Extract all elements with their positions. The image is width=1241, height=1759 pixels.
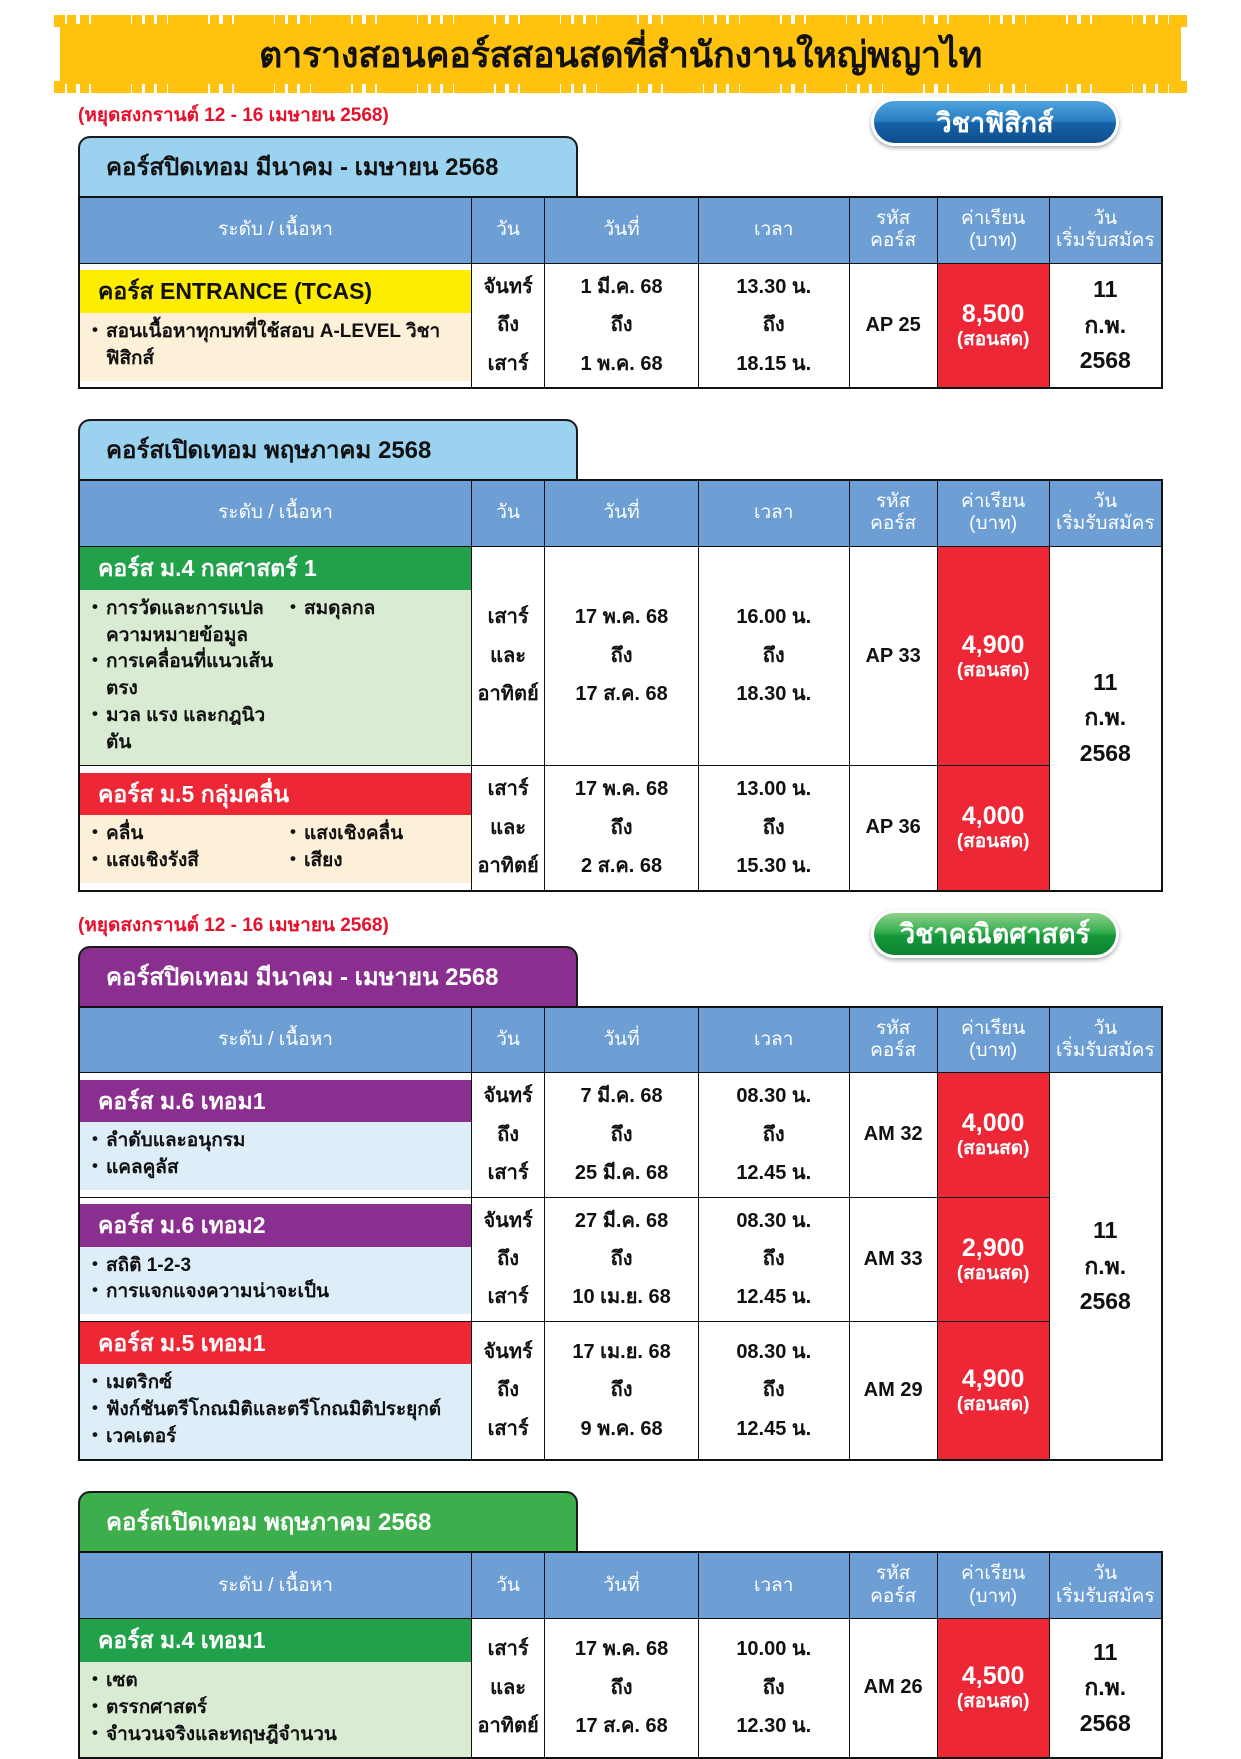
value-line: 2 ส.ค. 68 bbox=[580, 855, 663, 878]
course-fee-amount: 4,900 bbox=[961, 630, 1025, 659]
course-topics bbox=[80, 1364, 471, 1459]
registration-date-cell bbox=[1049, 1073, 1162, 1461]
value-line: ถึง bbox=[762, 314, 785, 337]
value-line: จันทร์ bbox=[483, 275, 533, 298]
value-line: ถึง bbox=[497, 1379, 520, 1402]
course-fee-amount: 4,000 bbox=[961, 1109, 1025, 1138]
registration-date-line: 2568 bbox=[1079, 1709, 1131, 1736]
course-time-cell bbox=[698, 1073, 849, 1197]
course-topics bbox=[80, 1247, 471, 1315]
course-day-cell bbox=[472, 263, 545, 388]
value-line: 17 เม.ย. 68 bbox=[572, 1340, 671, 1363]
value-line: 08.30 น. bbox=[736, 1209, 812, 1232]
value-line: 27 มี.ค. 68 bbox=[574, 1209, 669, 1232]
course-name: คอร์ส ม.5 กลุ่มคลื่น bbox=[80, 773, 471, 816]
course-topic-cell bbox=[79, 766, 472, 891]
course-topic-list-right bbox=[290, 821, 465, 875]
value-line: 17 พ.ค. 68 bbox=[574, 1638, 669, 1661]
value-line: 25 มี.ค. 68 bbox=[574, 1162, 669, 1185]
course-day-cell bbox=[472, 766, 545, 891]
value-line: ถึง bbox=[610, 644, 633, 667]
course-code-cell: AM 33 bbox=[849, 1197, 937, 1321]
course-topic-item: • เมตริกซ์ bbox=[92, 1370, 465, 1397]
course-topic-list bbox=[92, 1668, 465, 1749]
value-line: 12.30 น. bbox=[736, 1715, 812, 1738]
value-line: ถึง bbox=[610, 1247, 633, 1270]
column-header-topic: ระดับ / เนื้อหา bbox=[79, 197, 472, 263]
course-topics bbox=[80, 815, 471, 883]
column-header-day: วัน bbox=[472, 1007, 545, 1073]
value-line: ถึง bbox=[610, 314, 633, 337]
course-topic-cell bbox=[79, 1197, 472, 1321]
table-row bbox=[79, 1073, 1162, 1197]
course-topic-item: • มวล แรง และกฎนิวตัน bbox=[92, 703, 290, 757]
subject-badge-physics: วิชาฟิสิกส์ bbox=[871, 98, 1119, 146]
course-date-cell bbox=[545, 263, 699, 388]
course-time-cell bbox=[698, 546, 849, 766]
value-line: 08.30 น. bbox=[736, 1340, 812, 1363]
value-line: 18.15 น. bbox=[736, 352, 812, 375]
section-tab-math-open-term: คอร์สเปิดเทอม พฤษภาคม 2568 bbox=[78, 1491, 578, 1551]
table-header-row bbox=[79, 1007, 1162, 1073]
course-name: คอร์ส ม.6 เทอม1 bbox=[80, 1080, 471, 1123]
course-topics bbox=[80, 1662, 471, 1757]
course-time-cell bbox=[698, 766, 849, 891]
registration-date-cell bbox=[1049, 546, 1162, 890]
value-line: เสาร์ bbox=[487, 1286, 529, 1309]
value-line: เสาร์ bbox=[487, 606, 529, 629]
value-line: ถึง bbox=[762, 644, 785, 667]
table-header-row bbox=[79, 197, 1162, 263]
page-banner bbox=[60, 18, 1181, 90]
registration-date-line: 2568 bbox=[1079, 347, 1131, 374]
table-row bbox=[79, 1619, 1162, 1758]
value-line: ถึง bbox=[762, 816, 785, 839]
course-time-cell bbox=[698, 1619, 849, 1758]
column-header-registration-date: วัน เริ่มรับสมัคร bbox=[1049, 480, 1162, 546]
course-fee-note: (สอนสด) bbox=[956, 831, 1030, 853]
value-line: เสาร์ bbox=[487, 352, 529, 375]
subject-badge-math: วิชาคณิตศาสตร์ bbox=[871, 910, 1119, 958]
table-row bbox=[79, 766, 1162, 891]
course-topic-list bbox=[92, 319, 465, 373]
page-title: ตารางสอนคอร์สสอนสดที่สำนักงานใหญ่พญาไท bbox=[258, 33, 983, 75]
value-line: 1 พ.ค. 68 bbox=[580, 352, 663, 375]
course-fee-cell bbox=[937, 1321, 1049, 1460]
value-line: 18.30 น. bbox=[736, 683, 812, 706]
course-date-cell bbox=[545, 766, 699, 891]
value-line: 10.00 น. bbox=[736, 1638, 812, 1661]
course-topics bbox=[80, 313, 471, 381]
column-header-topic: ระดับ / เนื้อหา bbox=[79, 1552, 472, 1618]
course-topic-list-left bbox=[92, 596, 290, 758]
registration-date-line: ก.พ. bbox=[1084, 704, 1127, 731]
column-header-registration-date: วัน เริ่มรับสมัคร bbox=[1049, 1552, 1162, 1618]
course-code-cell: AM 29 bbox=[849, 1321, 937, 1460]
value-line: 12.45 น. bbox=[736, 1286, 812, 1309]
column-header-date: วันที่ bbox=[545, 480, 699, 546]
course-date-cell bbox=[545, 1073, 699, 1197]
value-line: ถึง bbox=[610, 1123, 633, 1146]
value-line: ถึง bbox=[762, 1247, 785, 1270]
value-line: ถึง bbox=[762, 1379, 785, 1402]
registration-date-line: ก.พ. bbox=[1084, 1674, 1127, 1701]
column-header-course-code: รหัส คอร์ส bbox=[849, 1552, 937, 1618]
column-header-course-code: รหัส คอร์ส bbox=[849, 1007, 937, 1073]
course-topic-item: • แสงเชิงรังสี bbox=[92, 848, 290, 875]
course-code-cell: AM 32 bbox=[849, 1073, 937, 1197]
course-time-cell bbox=[698, 1197, 849, 1321]
value-line: และ bbox=[490, 816, 527, 839]
value-line: ถึง bbox=[762, 1123, 785, 1146]
table-body bbox=[79, 263, 1162, 388]
course-name: คอร์ส ENTRANCE (TCAS) bbox=[80, 270, 471, 313]
column-header-fee: ค่าเรียน (บาท) bbox=[937, 1007, 1049, 1073]
course-day-cell bbox=[472, 546, 545, 766]
course-schedule-page bbox=[0, 18, 1241, 1743]
value-line: 17 ส.ค. 68 bbox=[575, 1715, 668, 1738]
table-row bbox=[79, 1197, 1162, 1321]
course-topic-cell bbox=[79, 1321, 472, 1460]
course-fee-cell bbox=[937, 1197, 1049, 1321]
registration-date-cell bbox=[1049, 263, 1162, 388]
column-header-fee: ค่าเรียน (บาท) bbox=[937, 480, 1049, 546]
column-header-topic: ระดับ / เนื้อหา bbox=[79, 480, 472, 546]
column-header-date: วันที่ bbox=[545, 1007, 699, 1073]
course-day-cell bbox=[472, 1197, 545, 1321]
course-topic-item: • สถิติ 1-2-3 bbox=[92, 1253, 465, 1280]
course-topic-item: • การเคลื่อนที่แนวเส้นตรง bbox=[92, 649, 290, 703]
course-topic-item: • ฟังก์ชันตรีโกณมิติและตรีโกณมิติประยุกต์ bbox=[92, 1397, 465, 1424]
registration-date-line: ก.พ. bbox=[1084, 1252, 1127, 1279]
column-header-day: วัน bbox=[472, 480, 545, 546]
course-topic-item: • สมดุลกล bbox=[290, 596, 465, 623]
course-topic-item: • คลื่น bbox=[92, 821, 290, 848]
course-fee-note: (สอนสด) bbox=[956, 659, 1030, 681]
section-tab-physics-open-term: คอร์สเปิดเทอม พฤษภาคม 2568 bbox=[78, 419, 578, 479]
value-line: และ bbox=[490, 644, 527, 667]
course-fee-note: (สอนสด) bbox=[956, 1691, 1030, 1713]
course-day-cell bbox=[472, 1321, 545, 1460]
section-tab-physics-close-term: คอร์สปิดเทอม มีนาคม - เมษายน 2568 bbox=[78, 136, 578, 196]
course-date-cell bbox=[545, 1321, 699, 1460]
course-topic-cell bbox=[79, 263, 472, 388]
course-topic-item: • การวัดและการแปลความหมายข้อมูล bbox=[92, 596, 290, 650]
course-fee-amount: 4,000 bbox=[961, 802, 1025, 831]
course-topic-item: • เวคเตอร์ bbox=[92, 1424, 465, 1451]
value-line: เสาร์ bbox=[487, 1162, 529, 1185]
course-day-cell bbox=[472, 1619, 545, 1758]
value-line: 17 พ.ค. 68 bbox=[574, 778, 669, 801]
songkran-holiday-note: (หยุดสงกรานต์ 12 - 16 เมษายน 2568) bbox=[78, 105, 389, 126]
registration-date-line: ก.พ. bbox=[1084, 311, 1127, 338]
value-line: 13.00 น. bbox=[736, 778, 812, 801]
course-topic-list bbox=[92, 1370, 465, 1451]
value-line: ถึง bbox=[762, 1676, 785, 1699]
value-line: อาทิตย์ bbox=[477, 855, 539, 878]
course-name: คอร์ส ม.4 เทอม1 bbox=[80, 1619, 471, 1662]
value-line: จันทร์ bbox=[483, 1340, 533, 1363]
table-header-row bbox=[79, 480, 1162, 546]
course-topics-columns bbox=[92, 596, 465, 758]
table-header bbox=[79, 480, 1162, 546]
value-line: 16.00 น. bbox=[736, 606, 812, 629]
schedule-table-math-close-term bbox=[78, 1006, 1163, 1462]
songkran-holiday-note: (หยุดสงกรานต์ 12 - 16 เมษายน 2568) bbox=[78, 914, 389, 936]
registration-date-line: 11 bbox=[1093, 275, 1118, 302]
column-header-day: วัน bbox=[472, 1552, 545, 1618]
value-line: จันทร์ bbox=[483, 1209, 533, 1232]
column-header-time: เวลา bbox=[698, 480, 849, 546]
column-header-fee: ค่าเรียน (บาท) bbox=[937, 1552, 1049, 1618]
column-header-time: เวลา bbox=[698, 1552, 849, 1618]
column-header-date: วันที่ bbox=[545, 1552, 699, 1618]
course-name: คอร์ส ม.6 เทอม2 bbox=[80, 1204, 471, 1247]
course-topic-list bbox=[92, 1128, 465, 1182]
course-fee-note: (สอนสด) bbox=[956, 1394, 1030, 1415]
course-fee-cell bbox=[937, 1619, 1049, 1758]
value-line: 9 พ.ค. 68 bbox=[580, 1417, 663, 1440]
course-day-cell bbox=[472, 1073, 545, 1197]
value-line: ถึง bbox=[610, 1676, 633, 1699]
table-row bbox=[79, 546, 1162, 766]
course-topic-item: • แสงเชิงคลื่น bbox=[290, 821, 465, 848]
registration-date-line: 2568 bbox=[1079, 739, 1131, 766]
column-header-time: เวลา bbox=[698, 1007, 849, 1073]
course-date-cell bbox=[545, 546, 699, 766]
section-spacer bbox=[0, 1461, 1241, 1491]
course-topics bbox=[80, 590, 471, 766]
value-line: 13.30 น. bbox=[736, 275, 812, 298]
course-name: คอร์ส ม.5 เทอม1 bbox=[80, 1322, 471, 1365]
course-topic-item: • ตรรกศาสตร์ bbox=[92, 1695, 465, 1722]
value-line: 1 มี.ค. 68 bbox=[580, 275, 663, 298]
column-header-course-code: รหัส คอร์ส bbox=[849, 480, 937, 546]
course-fee-note: (สอนสด) bbox=[956, 328, 1030, 350]
course-topic-list bbox=[92, 1253, 465, 1307]
value-line: ถึง bbox=[497, 1123, 520, 1146]
course-date-cell bbox=[545, 1619, 699, 1758]
value-line: ถึง bbox=[497, 1247, 520, 1270]
course-code-cell: AP 25 bbox=[849, 263, 937, 388]
column-header-topic: ระดับ / เนื้อหา bbox=[79, 1007, 472, 1073]
course-code-cell: AM 26 bbox=[849, 1619, 937, 1758]
value-line: 08.30 น. bbox=[736, 1085, 812, 1108]
value-line: อาทิตย์ bbox=[477, 683, 539, 706]
registration-date-line: 2568 bbox=[1079, 1288, 1131, 1315]
column-header-time: เวลา bbox=[698, 197, 849, 263]
table-header-row bbox=[79, 1552, 1162, 1618]
column-header-course-code: รหัส คอร์ส bbox=[849, 197, 937, 263]
value-line: เสาร์ bbox=[487, 778, 529, 801]
course-topic-cell bbox=[79, 1073, 472, 1197]
course-topic-item: • สอนเนื้อหาทุกบทที่ใช้สอบ A-LEVEL วิชาฟิสิกส์ bbox=[92, 319, 465, 373]
course-fee-note: (สอนสด) bbox=[956, 1262, 1030, 1284]
table-header bbox=[79, 1007, 1162, 1073]
course-topic-item: • จำนวนจริงและทฤษฎีจำนวน bbox=[92, 1722, 465, 1749]
course-topic-cell bbox=[79, 1619, 472, 1758]
value-line: ถึง bbox=[497, 314, 520, 337]
value-line: และ bbox=[490, 1676, 527, 1699]
value-line: 12.45 น. bbox=[736, 1162, 812, 1185]
course-topic-item: • ลำดับและอนุกรม bbox=[92, 1128, 465, 1155]
course-topics-columns bbox=[92, 821, 465, 875]
table-body bbox=[79, 546, 1162, 890]
course-topic-item: • เซต bbox=[92, 1668, 465, 1695]
table-body bbox=[79, 1619, 1162, 1758]
course-time-cell bbox=[698, 1321, 849, 1460]
registration-date-cell bbox=[1049, 1619, 1162, 1758]
registration-date-line: 11 bbox=[1093, 1638, 1118, 1665]
column-header-day: วัน bbox=[472, 197, 545, 263]
value-line: 10 เม.ย. 68 bbox=[572, 1286, 671, 1309]
schedule-table-math-open-term bbox=[78, 1551, 1163, 1758]
course-fee-amount: 8,500 bbox=[961, 299, 1025, 328]
course-topic-list-left bbox=[92, 821, 290, 875]
table-row bbox=[79, 263, 1162, 388]
course-fee-cell bbox=[937, 546, 1049, 766]
course-code-cell: AP 33 bbox=[849, 546, 937, 766]
course-fee-cell bbox=[937, 1073, 1049, 1197]
course-name: คอร์ส ม.4 กลศาสตร์ 1 bbox=[80, 547, 471, 590]
table-row bbox=[79, 1321, 1162, 1460]
course-topic-item: • การแจกแจงความน่าจะเป็น bbox=[92, 1279, 465, 1306]
course-topic-cell bbox=[79, 546, 472, 766]
course-topic-item: • แคลคูลัส bbox=[92, 1155, 465, 1182]
schedule-table-physics-open-term bbox=[78, 479, 1163, 892]
course-code-cell: AP 36 bbox=[849, 766, 937, 891]
registration-date-line: 11 bbox=[1093, 668, 1118, 695]
value-line: อาทิตย์ bbox=[477, 1715, 539, 1738]
value-line: 17 ส.ค. 68 bbox=[575, 683, 668, 706]
schedule-table-physics-close-term bbox=[78, 196, 1163, 389]
value-line: ถึง bbox=[610, 816, 633, 839]
column-header-registration-date: วัน เริ่มรับสมัคร bbox=[1049, 1007, 1162, 1073]
sections-container bbox=[0, 100, 1241, 1759]
course-fee-amount: 4,500 bbox=[961, 1662, 1025, 1691]
section-spacer bbox=[0, 389, 1241, 419]
course-fee-amount: 4,900 bbox=[961, 1365, 1025, 1393]
course-fee-cell bbox=[937, 263, 1049, 388]
course-fee-cell bbox=[937, 766, 1049, 891]
column-header-registration-date: วัน เริ่มรับสมัคร bbox=[1049, 197, 1162, 263]
value-line: 17 พ.ค. 68 bbox=[574, 606, 669, 629]
value-line: 15.30 น. bbox=[736, 855, 812, 878]
column-header-date: วันที่ bbox=[545, 197, 699, 263]
value-line: เสาร์ bbox=[487, 1417, 529, 1440]
value-line: 7 มี.ค. 68 bbox=[580, 1085, 663, 1108]
course-fee-note: (สอนสด) bbox=[956, 1138, 1030, 1160]
section-tab-math-close-term: คอร์สปิดเทอม มีนาคม - เมษายน 2568 bbox=[78, 946, 578, 1006]
value-line: เสาร์ bbox=[487, 1638, 529, 1661]
course-topic-item: • เสียง bbox=[290, 848, 465, 875]
table-header bbox=[79, 197, 1162, 263]
table-header bbox=[79, 1552, 1162, 1618]
course-topics bbox=[80, 1122, 471, 1190]
value-line: ถึง bbox=[610, 1379, 633, 1402]
value-line: จันทร์ bbox=[483, 1085, 533, 1108]
course-time-cell bbox=[698, 263, 849, 388]
course-fee-amount: 2,900 bbox=[961, 1233, 1025, 1262]
table-body bbox=[79, 1073, 1162, 1461]
value-line: 12.45 น. bbox=[736, 1417, 812, 1440]
column-header-fee: ค่าเรียน (บาท) bbox=[937, 197, 1049, 263]
course-topic-list-right bbox=[290, 596, 465, 758]
registration-date-line: 11 bbox=[1093, 1216, 1118, 1243]
course-date-cell bbox=[545, 1197, 699, 1321]
